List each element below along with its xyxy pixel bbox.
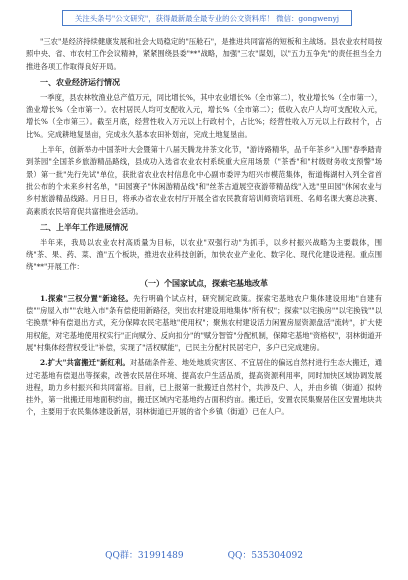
- economy-paragraph: 一季度，县农林牧渔业总产值万元，同比增长%，其中农业增长%（全市第二），牧业增长%（全市第一），渔业增长%（全市第一）。农村居民人均可支配收入元，增长%（全市第二）；低收入农户人均可支配收入元，增长%（全市第三）。截至月底，经营性收入万元以上行政村个，占比%；经营性收入万元以上行政村个，占比%。完成耕地复垦亩，完成永久基本农田补划亩，完成土地复垦亩。: [26, 92, 382, 139]
- document-body: [26, 36, 382, 422]
- footer: [0, 544, 408, 564]
- qq-contact: QQ：535304092: [227, 550, 303, 561]
- banner-text: 关注头条号"公文研究"，获得最新最全最专业的公文资料库！ 微信：gongwenyj: [74, 13, 340, 23]
- item-1-lead: 1.探索"三权分置"新途径。: [40, 293, 134, 303]
- item-1-paragraph: [26, 293, 382, 354]
- intro-paragraph: "三农"是经济持续健康发展和社会大局稳定的"压舱石"，是推进共同富裕的短板和主战场。县农业农村局按照中央、省、市农村工作会议精神，紧紧围绕县委"**"战略，加强"三农"谋划，以"五力五争先"的责任担当全力推进各项工作取得良好开局。: [26, 37, 382, 71]
- header-banner: [62, 10, 352, 26]
- qq-group: QQ群：31991489: [105, 550, 184, 561]
- progress-paragraph: 半年来，我局以农业农村高质量为目标，以农业"双强行动"为抓手，以乡村振兴战略为主要载体，围绕"茶、果、药、菜、渔"五个板块，推进农业科技创新，加快农业产业化、数字化、现代化建设进程。重点围绕"**"开展工作：: [26, 237, 382, 272]
- subsection-heading: （一）个国家试点，探索宅基地改革: [140, 277, 268, 288]
- highlights-paragraph: 上半年，创新举办中国茶叶大会暨第十八届天腾龙井茶文化节，"游诗路精华，品千年茶乡"入围"春季踏青到茶园"全国茶乡旅游精品路线，县成功入选省农业农村系统重大应用场景（"茶香"和"村级财务收支预警"场景）第一批"先行先试"单位，获批省农业农村信息化中心副市委评为绍兴市模范集体，衔道梅湖村入列全省首批公布的个未来乡村名单，"田园赛子"休闲游精品线"和"丝茶古道展空夜游带精品线"入选"里田园"休闲农业与乡村旅游精品线路。月日日，将承办省农业农村厅开展全省农民教育培训师资培训班、名师名课大赛总决赛、高素质农民培育促共富推进会活动。: [26, 145, 382, 216]
- item-2-text: 对基础条件差、地处地质灾害区、不宜居住的偏远自然村进行生态大搬迁，通过宅基地有偿退出等探索，改善农民居住环境、提高农户生活品质，提高资源利用率，同时加快区域协调发展进程，助力乡村振兴和共同富裕。目前，已上报第一批搬迁自然村个，共涉及户、人，并由乡镇（街道）拟转挂外，第一批搬迁用地面积约亩，搬迁区域内宅基地约占面积约亩。搬迁后，安置农民集聚居住区安置地块共个，主要用于农民集体建设新居，羽林街道已开展的省个乡镇（街道）已在人户。: [26, 358, 382, 417]
- section-heading-1: 一、农业经济运行情况: [40, 76, 120, 87]
- item-2-paragraph: [26, 357, 382, 418]
- item-1-text: 先行明确个试点村，研究制定政策。探索宅基地农户集体建设用地"自建有偿""房屋入市""农地入市"条有偿使用新路径，突出农村建设用地集体"所有权"；探索"以宅换房""以宅换钱""以宅换票"种有偿退出方式，充分保障农民宅基地"使用权"；聚焦农村建设活力闲置房屋资源盘活"流转"，扩大使用权能，对宅基地使用权实行"正向赋分、反向扣分"的"赋分智管"分配机制，保障宅基地"资格权"，羽林街道开展"村集体经营权受让"补偿，实现了"活权赋能"，已民主分配村民居宅户，多户已完成建房。: [26, 293, 382, 352]
- section-heading-2: 二、上半年工作进展情况: [40, 221, 128, 232]
- item-2-lead: 2.扩大"共富搬迁"新红利。: [40, 358, 130, 368]
